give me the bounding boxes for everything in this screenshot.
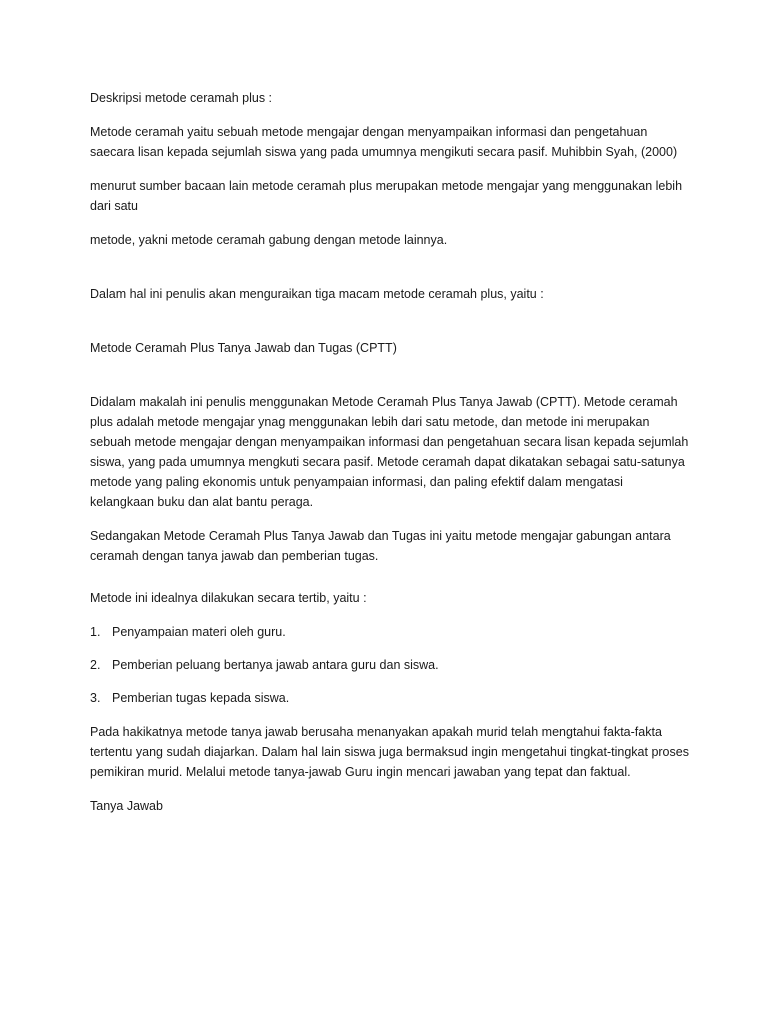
section-paragraph-1: Didalam makalah ini penulis menggunakan Metode Ceramah Plus Tanya Jawab (CPTT). Metode ceramah plus adalah metode mengajar ynag menggunakan lebih dari satu metode, dan metode ini merupakan sebuah metode mengajar dengan menyampaikan informasi dan pengetahuan secara lisan kepada sejumlah siswa, yang pada umumnya mengkuti secara pasif. Metode ceramah dapat dikatakan sebagai satu-satunya metode yang paling ekonomis untuk penyampaian informasi, dan paling efektif dalam mengatasi kelangkaan buku dan alat bantu peraga.: [90, 395, 689, 509]
list-item-number: 1.: [90, 625, 101, 639]
paragraph-3: metode, yakni metode ceramah gabung dengan metode lainnya.: [90, 233, 448, 247]
list-item: [90, 655, 690, 675]
list-item-text: Pemberian tugas kepada siswa.: [112, 691, 290, 705]
closing-paragraph: Pada hakikatnya metode tanya jawab berusaha menanyakan apakah murid telah mengtahui fakta-fakta tertentu yang sudah diajarkan. Dalam hal lain siswa juga bermaksud ingin mengetahui tingkat-tingkat proses pemikiran murid. Melalui metode tanya-jawab Guru ingin mencari jawaban yang tepat dan faktual.: [90, 725, 689, 779]
list-item: [90, 622, 690, 642]
section-heading: Metode Ceramah Plus Tanya Jawab dan Tugas (CPTT): [90, 341, 397, 355]
section-paragraph-2: Sedangakan Metode Ceramah Plus Tanya Jawab dan Tugas ini yaitu metode mengajar gabungan antara ceramah dengan tanya jawab dan pemberian tugas.: [90, 529, 671, 563]
final-heading: Tanya Jawab: [90, 799, 163, 813]
list-item-number: 3.: [90, 691, 101, 705]
paragraph-2: menurut sumber bacaan lain metode ceramah plus merupakan metode mengajar yang menggunakan lebih dari satu: [90, 179, 683, 213]
list-item-text: Pemberian peluang bertanya jawab antara guru dan siswa.: [112, 658, 439, 672]
list-item-text: Penyampaian materi oleh guru.: [112, 625, 286, 639]
list-intro: Metode ini idealnya dilakukan secara tertib, yaitu :: [90, 591, 367, 605]
steps-list: [90, 622, 690, 708]
paragraph-4: Dalam hal ini penulis akan menguraikan tiga macam metode ceramah plus, yaitu :: [90, 287, 544, 301]
paragraph-1: Metode ceramah yaitu sebuah metode mengajar dengan menyampaikan informasi dan pengetahuan saecara lisan kepada sejumlah siswa yang pada umumnya mengikuti secara pasif. Muhibbin Syah, (2000): [90, 125, 678, 159]
list-item-number: 2.: [90, 658, 101, 672]
document-title: Deskripsi metode ceramah plus :: [90, 91, 273, 105]
list-item: [90, 688, 690, 708]
document-page: [90, 88, 690, 830]
